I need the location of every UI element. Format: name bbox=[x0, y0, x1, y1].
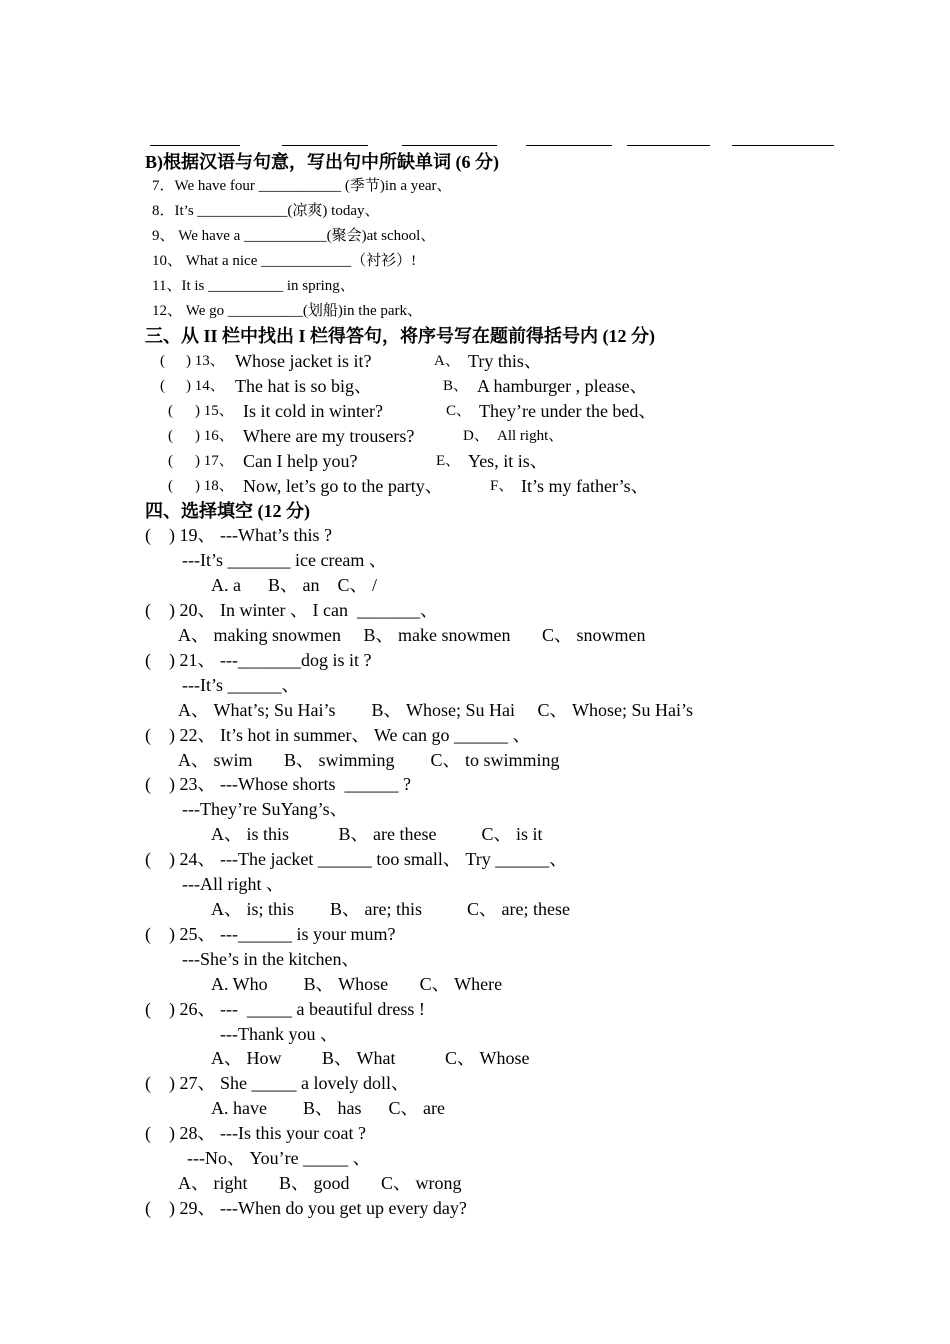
answer-paren: ( bbox=[160, 353, 165, 369]
options-line: A、 swim B、 swimming C、 to swimming bbox=[178, 750, 560, 770]
question-line: 7．We have four ___________ (季节)in a year、 bbox=[152, 178, 452, 194]
section-4-heading: 四、选择填空 (12 分) bbox=[145, 501, 310, 521]
answer-line: ---She’s in the kitchen、 bbox=[182, 949, 360, 969]
answer-paren: ( bbox=[168, 428, 173, 444]
question-line: 12、 We go __________(划船)in the park、 bbox=[152, 303, 423, 319]
options-line: A. a B、 an C、 / bbox=[211, 575, 377, 595]
question-line: ( ) 27、 She _____ a lovely doll、 bbox=[145, 1073, 409, 1093]
option-text: It’s my father’s、 bbox=[521, 476, 649, 496]
option-letter: E、 bbox=[436, 453, 461, 469]
option-letter: F、 bbox=[490, 478, 514, 494]
question-line: ( ) 24、 ---The jacket ______ too small、 Try ______、 bbox=[145, 849, 568, 869]
question-line: ( ) 25、 ---______ is your mum? bbox=[145, 924, 396, 944]
answer-paren: ( bbox=[160, 378, 165, 394]
question-number: ) 13、 bbox=[186, 353, 225, 369]
question-line: 10、 What a nice ____________（衬衫）! bbox=[152, 253, 417, 269]
question-line: 9、 We have a ___________(聚会)at school、 bbox=[152, 228, 436, 244]
question-line: ( ) 23、 ---Whose shorts ______ ? bbox=[145, 774, 411, 794]
question-line: ( ) 21、 ---_______dog is it ? bbox=[145, 650, 372, 670]
answer-line: ---It’s ______、 bbox=[182, 675, 300, 695]
question-line: ( ) 29、 ---When do you get up every day? bbox=[145, 1198, 467, 1218]
question-line: ( ) 19、 ---What’s this ? bbox=[145, 525, 332, 545]
options-line: A. Who B、 Whose C、 Where bbox=[211, 974, 503, 994]
option-letter: D、 bbox=[463, 428, 489, 444]
options-line: A、 is; this B、 are; this C、 are; these bbox=[211, 899, 570, 919]
answer-line: ---They’re SuYang’s、 bbox=[182, 799, 348, 819]
option-letter: B、 bbox=[443, 378, 469, 394]
options-line: A、 is this B、 are these C、 is it bbox=[211, 824, 543, 844]
answer-line: ---No、 You’re _____ 、 bbox=[187, 1148, 371, 1168]
answer-blank bbox=[402, 145, 497, 146]
question-line: ( ) 28、 ---Is this your coat ? bbox=[145, 1123, 366, 1143]
answer-line: ---Thank you 、 bbox=[220, 1024, 338, 1044]
question-text: Can I help you? bbox=[243, 451, 358, 471]
question-number: ) 17、 bbox=[195, 453, 234, 469]
question-line: 11、It is __________ in spring、 bbox=[152, 278, 355, 294]
option-letter: C、 bbox=[446, 403, 472, 419]
option-text: They’re under the bed、 bbox=[479, 401, 657, 421]
answer-paren: ( bbox=[168, 403, 173, 419]
answer-paren: ( bbox=[168, 453, 173, 469]
answer-blank bbox=[526, 145, 612, 146]
answer-blank bbox=[627, 145, 710, 146]
answer-blank bbox=[282, 145, 368, 146]
option-text: All right、 bbox=[497, 428, 564, 444]
section-b-heading: B)根据汉语与句意，写出句中所缺单词 (6 分) bbox=[145, 152, 499, 172]
question-number: ) 16、 bbox=[195, 428, 234, 444]
question-text: Is it cold in winter? bbox=[243, 401, 383, 421]
answer-line: ---All right 、 bbox=[182, 874, 284, 894]
answer-blank bbox=[732, 145, 834, 146]
answer-line: ---It’s _______ ice cream 、 bbox=[182, 550, 387, 570]
question-number: ) 18、 bbox=[195, 478, 234, 494]
section-3-heading: 三、从 II 栏中找出 I 栏得答句，将序号写在题前得括号内 (12 分) bbox=[145, 326, 656, 346]
options-line: A、 making snowmen B、 make snowmen C、 snowmen bbox=[178, 625, 646, 645]
question-text: Now, let’s go to the party、 bbox=[243, 476, 443, 496]
question-line: ( ) 26、 --- _____ a beautiful dress ! bbox=[145, 999, 425, 1019]
question-text: The hat is so big、 bbox=[235, 376, 372, 396]
answer-paren: ( bbox=[168, 478, 173, 494]
option-letter: A、 bbox=[434, 353, 460, 369]
option-text: Try this、 bbox=[468, 351, 542, 371]
question-line: 8．It’s ____________(凉爽) today、 bbox=[152, 203, 380, 219]
question-text: Where are my trousers? bbox=[243, 426, 415, 446]
question-text: Whose jacket is it? bbox=[235, 351, 372, 371]
question-number: ) 15、 bbox=[195, 403, 234, 419]
question-number: ) 14、 bbox=[186, 378, 225, 394]
question-line: ( ) 22、 It’s hot in summer、 We can go ______ 、 bbox=[145, 725, 531, 745]
options-line: A、 right B、 good C、 wrong bbox=[178, 1173, 462, 1193]
question-line: ( ) 20、 In winter 、 I can _______、 bbox=[145, 600, 438, 620]
option-text: Yes, it is、 bbox=[468, 451, 548, 471]
options-line: A、 How B、 What C、 Whose bbox=[211, 1048, 530, 1068]
option-text: A hamburger , please、 bbox=[477, 376, 648, 396]
answer-blank bbox=[150, 145, 240, 146]
options-line: A、 What’s; Su Hai’s B、 Whose; Su Hai C、 Whose; Su Hai’s bbox=[178, 700, 693, 720]
options-line: A. have B、 has C、 are bbox=[211, 1098, 445, 1118]
